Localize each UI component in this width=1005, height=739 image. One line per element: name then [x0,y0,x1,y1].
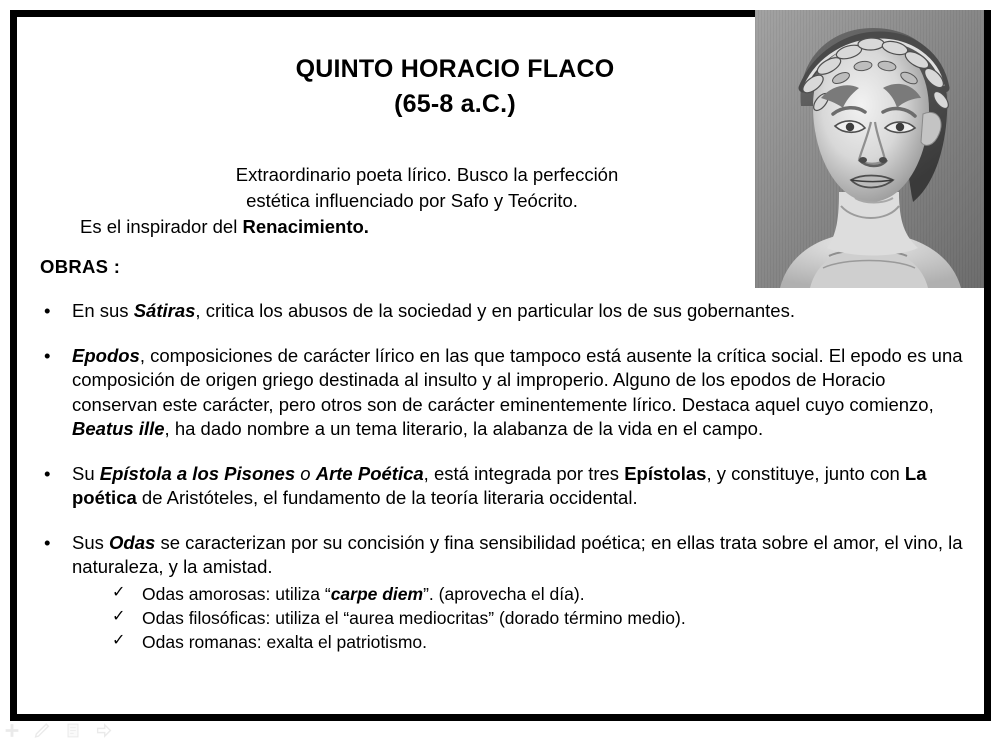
title-line-name: QUINTO HORACIO FLACO [295,55,615,83]
horace-bust-engraving-image [755,10,984,288]
intro-line-3 [60,214,750,240]
odas-sub-list [72,582,965,654]
intro-line-3-prefix: Es el inspirador del [80,216,243,237]
bullet-dot-icon: • [44,531,51,553]
list-item [112,582,965,606]
check-icon: ✓ [112,583,126,601]
intro-line-1: Extraordinario poeta lírico. Busco la perfección [235,164,619,185]
check-icon: ✓ [112,607,126,625]
bullet-dot-icon: • [44,300,51,321]
plus-icon [1,722,23,739]
obras-heading: OBRAS : [40,256,121,277]
bullet-dot-icon: • [44,462,51,484]
works-bullet-list [40,299,965,654]
list-item [112,606,965,630]
list-item [40,344,965,442]
ghost-toolbar [0,722,130,739]
list-item [112,630,965,654]
arrow-right-icon [93,722,115,739]
page-title [170,52,740,122]
list-item [40,299,965,324]
bullet-text: Epodos, composiciones de carácter lírico en las que tampoco está ausente la crítica social. El epodo es una composición de origen griego destinada al insulto y al improperio. Alguno de los epodos de Horacio conservan este carácter, pero otros son de carácter eminentemente lírico. Destaca aquel cuyo comienzo, Beatus ille, ha dado nombre a un tema literario, la alabanza de la vida en el campo. [72,344,963,439]
check-item-text: Odas amorosas: utiliza “carpe diem”. (aprovecha el día). [142,583,585,604]
pencil-icon [31,722,53,739]
title-line-dates: (65-8 a.C.) [394,90,516,118]
check-item-text: Odas romanas: exalta el patriotismo. [142,631,427,652]
bullet-text: Su Epístola a los Pisones o Arte Poética, está integrada por tres Epístolas, y constituye, junto con La poética de Aristóteles, el fundamento de la teoría literaria occidental. [72,462,927,508]
intro-paragraph [60,162,750,240]
bullet-text: En sus Sátiras, critica los abusos de la sociedad y en particular los de sus gobernantes. [72,300,795,321]
list-item [40,462,965,511]
portrait-artwork [755,10,984,288]
document-icon [62,722,84,739]
intro-line-3-emphasis: Renacimiento. [242,216,369,237]
list-item [40,531,965,654]
check-item-text: Odas filosóficas: utiliza el “aurea mediocritas” (dorado término medio). [142,607,686,628]
intro-line-2: estética influenciado por Safo y Teócrito. [246,190,578,211]
check-icon: ✓ [112,631,126,649]
bullet-text: Sus Odas se caracterizan por su concisión y fina sensibilidad poética; en ellas trata sobre el amor, el vino, la naturaleza, y la amistad. [72,531,963,577]
bullet-dot-icon: • [44,344,51,366]
